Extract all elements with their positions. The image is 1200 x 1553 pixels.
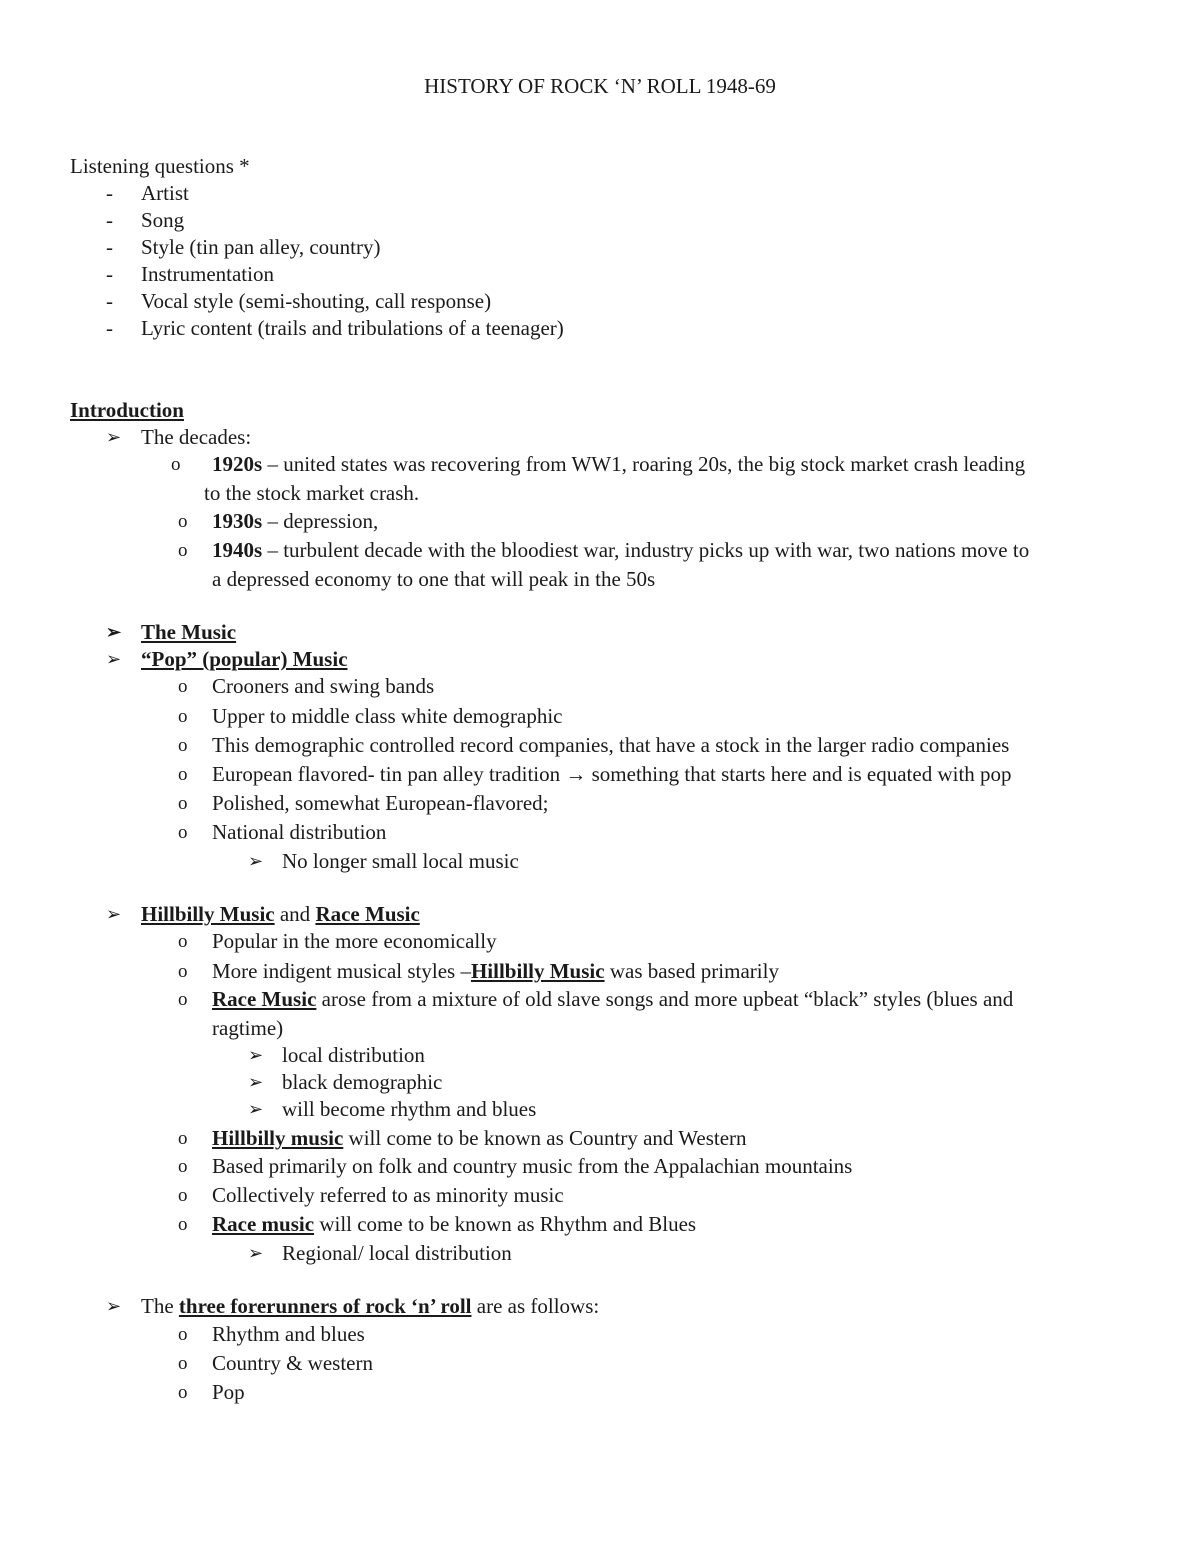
- list-item: [212, 1126, 747, 1151]
- o-bullet: o: [178, 1382, 188, 1403]
- arrow-bullet-icon: ➢: [248, 851, 264, 871]
- list-item: Polished, somewhat European-flavored;: [212, 791, 549, 815]
- list-item: Pop: [212, 1380, 245, 1404]
- arrow-bullet-icon: ➢: [248, 1072, 264, 1092]
- list-item: Song: [141, 208, 185, 232]
- dash-bullet: -: [106, 181, 113, 205]
- list-item: Based primarily on folk and country music from the Appalachian mountains: [212, 1154, 853, 1178]
- o-bullet: o: [178, 822, 188, 843]
- list-item-text: The: [141, 1294, 179, 1318]
- o-bullet: o: [178, 676, 188, 697]
- o-bullet: o: [178, 1185, 188, 1206]
- arrow-bullet-icon: ➢: [106, 427, 122, 447]
- o-bullet: o: [178, 511, 188, 532]
- decade-label: 1920s: [212, 452, 263, 476]
- forerunners-line: [141, 1294, 599, 1319]
- list-item: black demographic: [282, 1070, 443, 1094]
- list-item: [212, 1212, 696, 1237]
- list-item-text: was based primarily: [604, 959, 779, 983]
- heading-part: and: [274, 902, 316, 926]
- list-item-text: Hillbilly music: [212, 1126, 344, 1150]
- introduction-heading: Introduction: [70, 398, 184, 422]
- decade-text: – depression,: [262, 509, 379, 533]
- list-item: [212, 959, 779, 984]
- dash-bullet: -: [106, 235, 113, 259]
- decades-label: The decades:: [141, 425, 252, 449]
- list-item: Crooners and swing bands: [212, 674, 435, 698]
- list-item: Popular in the more economically: [212, 929, 497, 953]
- arrow-bullet-icon: ➢: [106, 649, 122, 669]
- o-bullet: o: [178, 1214, 188, 1235]
- music-heading: The Music: [141, 620, 237, 644]
- list-item-cont: ragtime): [212, 1016, 284, 1040]
- decade-1930s: [212, 509, 378, 534]
- o-bullet: o: [178, 931, 188, 952]
- list-item: Artist: [141, 181, 189, 205]
- o-bullet: o: [178, 1324, 188, 1345]
- list-item: Rhythm and blues: [212, 1322, 365, 1346]
- list-item: Lyric content (trails and tribulations of a teenager): [141, 316, 564, 340]
- list-item-text: are as follows:: [471, 1294, 600, 1318]
- arrow-bullet-icon: ➢: [248, 1045, 264, 1065]
- list-item-text: something that starts here and is equated with pop: [586, 762, 1012, 786]
- list-item: Country & western: [212, 1351, 373, 1375]
- decade-1940s: [212, 538, 1029, 563]
- dash-bullet: -: [106, 289, 113, 313]
- listening-heading: Listening questions *: [70, 154, 250, 178]
- list-item: This demographic controlled record companies, that have a stock in the larger radio companies: [212, 733, 1010, 757]
- dash-bullet: -: [106, 316, 113, 340]
- list-item-text: More indigent musical styles –: [212, 959, 471, 983]
- list-item-text: arose from a mixture of old slave songs and more upbeat “black” styles (blues and: [316, 987, 1014, 1011]
- decade-label: 1930s: [212, 509, 263, 533]
- o-bullet: o: [178, 1353, 188, 1374]
- arrow-bullet-icon: ➢: [106, 904, 122, 924]
- decade-text: – turbulent decade with the bloodiest war, industry picks up with war, two nations move to: [262, 538, 1030, 562]
- decade-1920s: [212, 452, 1025, 477]
- list-item-text: Hillbilly Music: [470, 959, 605, 983]
- o-bullet: o: [178, 961, 188, 982]
- list-item: [212, 987, 1013, 1012]
- list-item: local distribution: [282, 1043, 425, 1067]
- list-item: Regional/ local distribution: [282, 1241, 512, 1265]
- o-bullet: o: [178, 793, 188, 814]
- arrow-bullet-icon: ➢: [106, 1296, 122, 1316]
- list-item: National distribution: [212, 820, 387, 844]
- list-item-text: will come to be known as Rhythm and Blues: [314, 1212, 697, 1236]
- heading-part: Hillbilly Music: [141, 902, 275, 926]
- o-bullet: o: [178, 989, 188, 1010]
- pop-heading: “Pop” (popular) Music: [141, 647, 348, 671]
- dash-bullet: -: [106, 262, 113, 286]
- list-item-text: three forerunners of rock ‘n’ roll: [178, 1294, 472, 1318]
- list-item: Instrumentation: [141, 262, 274, 286]
- decade-text: – united states was recovering from WW1, roaring 20s, the big stock market crash leading: [262, 452, 1026, 476]
- list-item: [212, 762, 1012, 787]
- o-bullet: o: [178, 764, 188, 785]
- o-bullet: o: [178, 540, 188, 561]
- list-item-text: European flavored- tin pan alley tradition: [212, 762, 561, 786]
- arrow-bullet-icon: ➢: [106, 622, 122, 642]
- list-item: Vocal style (semi-shouting, call response): [141, 289, 492, 313]
- dash-bullet: -: [106, 208, 113, 232]
- list-item-text: Race Music: [212, 987, 317, 1011]
- decade-1920s-cont: to the stock market crash.: [204, 481, 420, 505]
- o-bullet: o: [178, 1156, 188, 1177]
- arrow-bullet-icon: ➢: [248, 1243, 264, 1263]
- list-item: Upper to middle class white demographic: [212, 704, 563, 728]
- list-item-text: will come to be known as Country and Western: [343, 1126, 747, 1150]
- hillbilly-heading: [141, 902, 420, 927]
- right-arrow-icon: →: [565, 762, 587, 786]
- list-item: No longer small local music: [282, 849, 519, 873]
- list-item: Collectively referred to as minority music: [212, 1183, 564, 1207]
- o-bullet: o: [178, 735, 188, 756]
- decade-1940s-cont: a depressed economy to one that will peak in the 50s: [212, 567, 656, 591]
- o-bullet: o: [178, 706, 188, 727]
- page-title: HISTORY OF ROCK ‘N’ ROLL 1948-69: [424, 74, 776, 98]
- o-bullet: o: [171, 454, 181, 475]
- list-item: will become rhythm and blues: [282, 1097, 537, 1121]
- arrow-bullet-icon: ➢: [248, 1099, 264, 1119]
- decade-label: 1940s: [212, 538, 263, 562]
- heading-part: Race Music: [315, 902, 420, 926]
- o-bullet: o: [178, 1128, 188, 1149]
- list-item: Style (tin pan alley, country): [141, 235, 381, 259]
- list-item-text: Race music: [212, 1212, 315, 1236]
